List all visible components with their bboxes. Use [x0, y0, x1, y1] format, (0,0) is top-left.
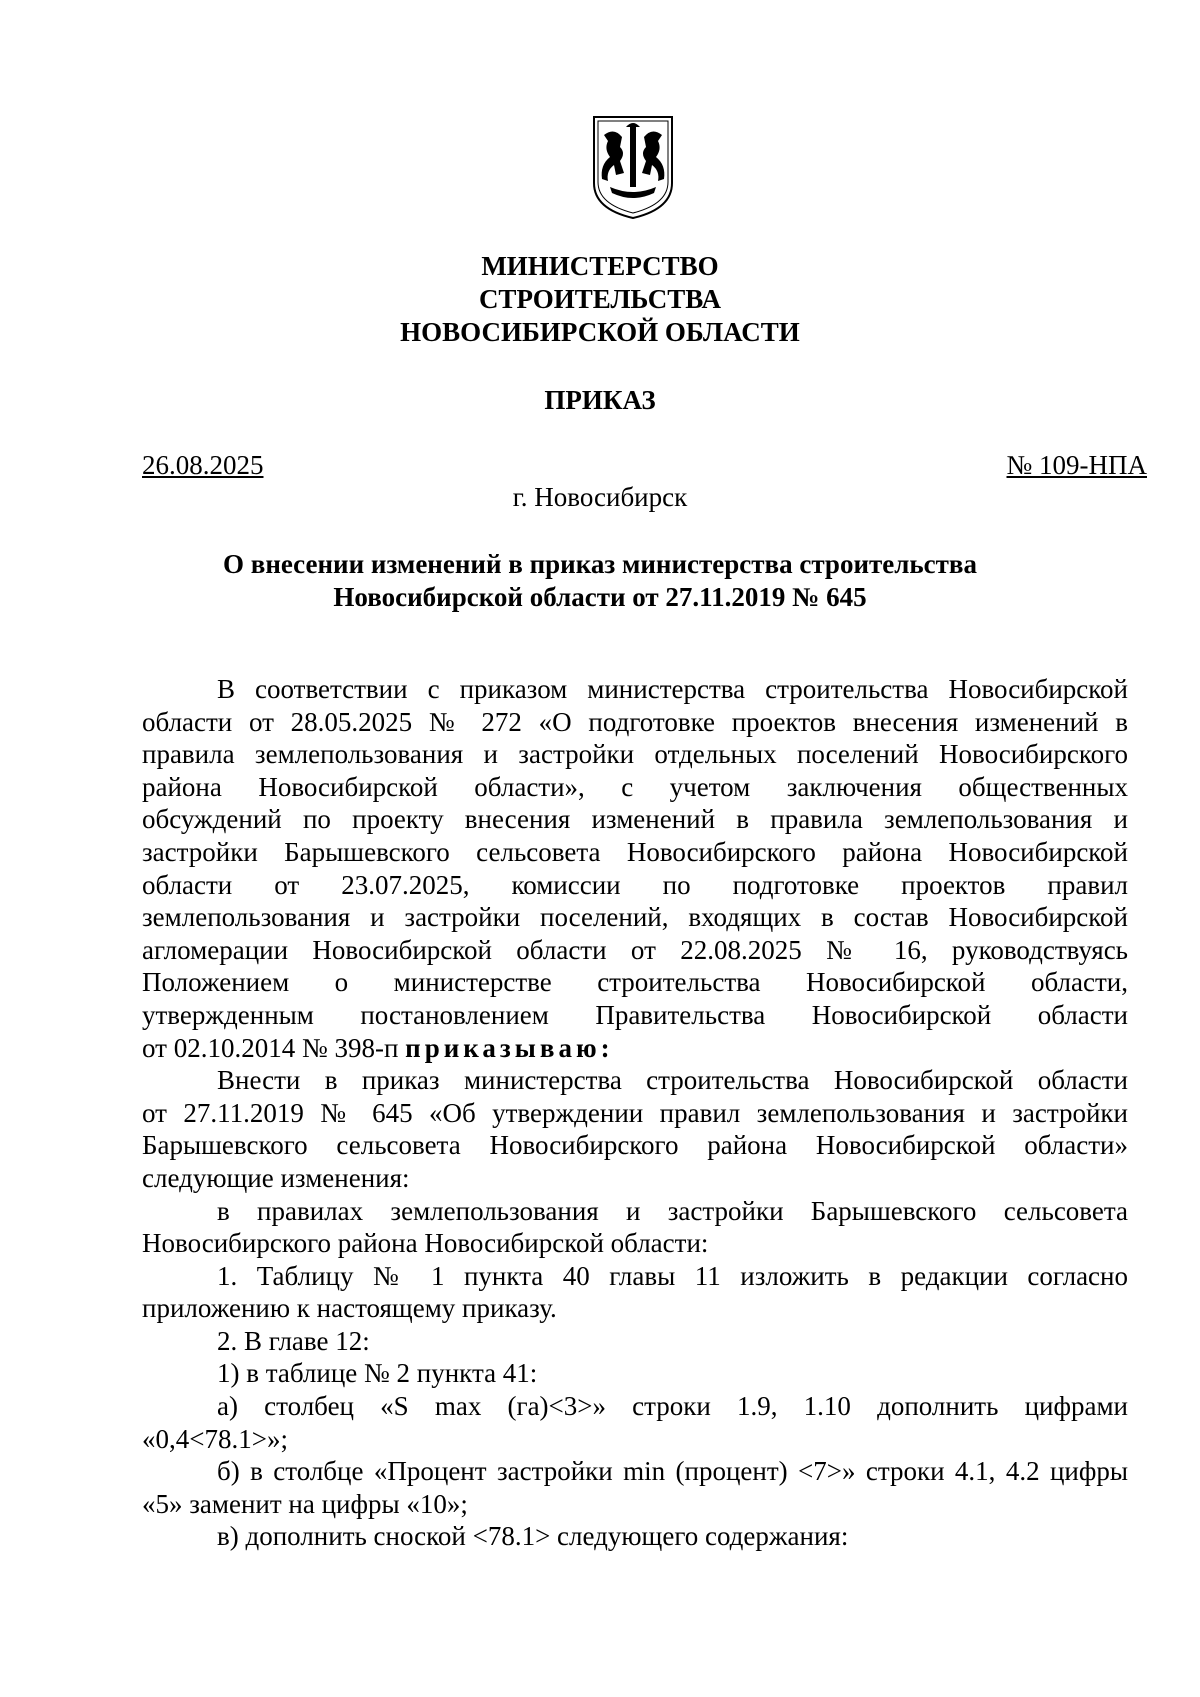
body-line: Внести в приказ министерства строительства Новосибирской области — [217, 1065, 1128, 1096]
body-line: района Новосибирской области», с учетом заключения общественных — [142, 771, 1128, 802]
body-line — [142, 1032, 1128, 1065]
body-line: 2. В главе 12: — [217, 1325, 370, 1356]
body-line: «0,4<78.1>»; — [142, 1423, 288, 1454]
subject-line: О внесении изменений в приказ министерства строительства — [222, 549, 978, 579]
body-line: агломерации Новосибирской области от 22.08.2025 № 16, руководствуясь — [142, 934, 1128, 965]
body-line: утвержденным постановлением Правительства Новосибирской области — [142, 999, 1128, 1030]
body-line: землепользования и застройки поселений, входящих в состав Новосибирской — [142, 902, 1128, 933]
ministry-line: СТРОИТЕЛЬСТВА — [478, 284, 722, 314]
body-line: обсуждений по проекту внесения изменений в правила землепользования и — [142, 804, 1128, 835]
body-line: Новосибирского района Новосибирской области: — [142, 1228, 709, 1259]
order-date: 26.08.2025 — [142, 450, 264, 480]
body-text: от 02.10.2014 № 398-п — [142, 1032, 399, 1063]
body-line: приложению к настоящему приказу. — [142, 1293, 557, 1324]
body-line: от 27.11.2019 № 645 «Об утверждении правил землепользования и застройки — [142, 1097, 1128, 1128]
body-line: а) столбец «S max (га)<3>» строки 1.9, 1.10 дополнить цифрами — [217, 1391, 1128, 1422]
body-line: застройки Барышевского сельсовета Новосибирского района Новосибирской — [142, 836, 1128, 867]
ministry-line: МИНИСТЕРСТВО — [481, 251, 719, 281]
order-number: № 109-НПА — [1006, 450, 1147, 480]
order-command: приказываю: — [405, 1032, 614, 1063]
order-body — [142, 673, 1128, 1553]
body-line: В соответствии с приказом министерства строительства Новосибирской — [217, 674, 1128, 704]
body-line: 1. Таблицу № 1 пункта 40 главы 11 изложить в редакции согласно — [217, 1260, 1128, 1291]
ministry-line: НОВОСИБИРСКОЙ ОБЛАСТИ — [400, 317, 800, 347]
coat-of-arms-emblem — [590, 113, 676, 221]
body-line: Барышевского сельсовета Новосибирского района Новосибирской области» — [142, 1130, 1128, 1161]
order-subject — [0, 548, 1200, 614]
subject-line: Новосибирской области от 27.11.2019 № 645 — [333, 582, 867, 612]
body-line: в) дополнить сноской <78.1> следующего содержания: — [217, 1521, 849, 1552]
body-line: в правилах землепользования и застройки Барышевского сельсовета — [217, 1195, 1128, 1226]
body-line: области от 23.07.2025, комиссии по подготовке проектов правил — [142, 869, 1128, 900]
order-city: г. Новосибирск — [512, 482, 688, 512]
body-line: области от 28.05.2025 № 272 «О подготовке проектов внесения изменений в — [142, 706, 1128, 737]
body-line: б) в столбце «Процент застройки min (процент) <7>» строки 4.1, 4.2 цифры — [217, 1456, 1128, 1487]
body-line: следующие изменения: — [142, 1162, 410, 1193]
ministry-name — [0, 250, 1200, 349]
body-line: 1) в таблице № 2 пункта 41: — [217, 1358, 538, 1389]
body-line: «5» заменит на цифры «10»; — [142, 1488, 468, 1519]
body-line: правила землепользования и застройки отдельных поселений Новосибирского — [142, 739, 1128, 770]
document-type: ПРИКАЗ — [544, 385, 656, 415]
body-line: Положением о министерстве строительства Новосибирской области, — [142, 967, 1128, 998]
